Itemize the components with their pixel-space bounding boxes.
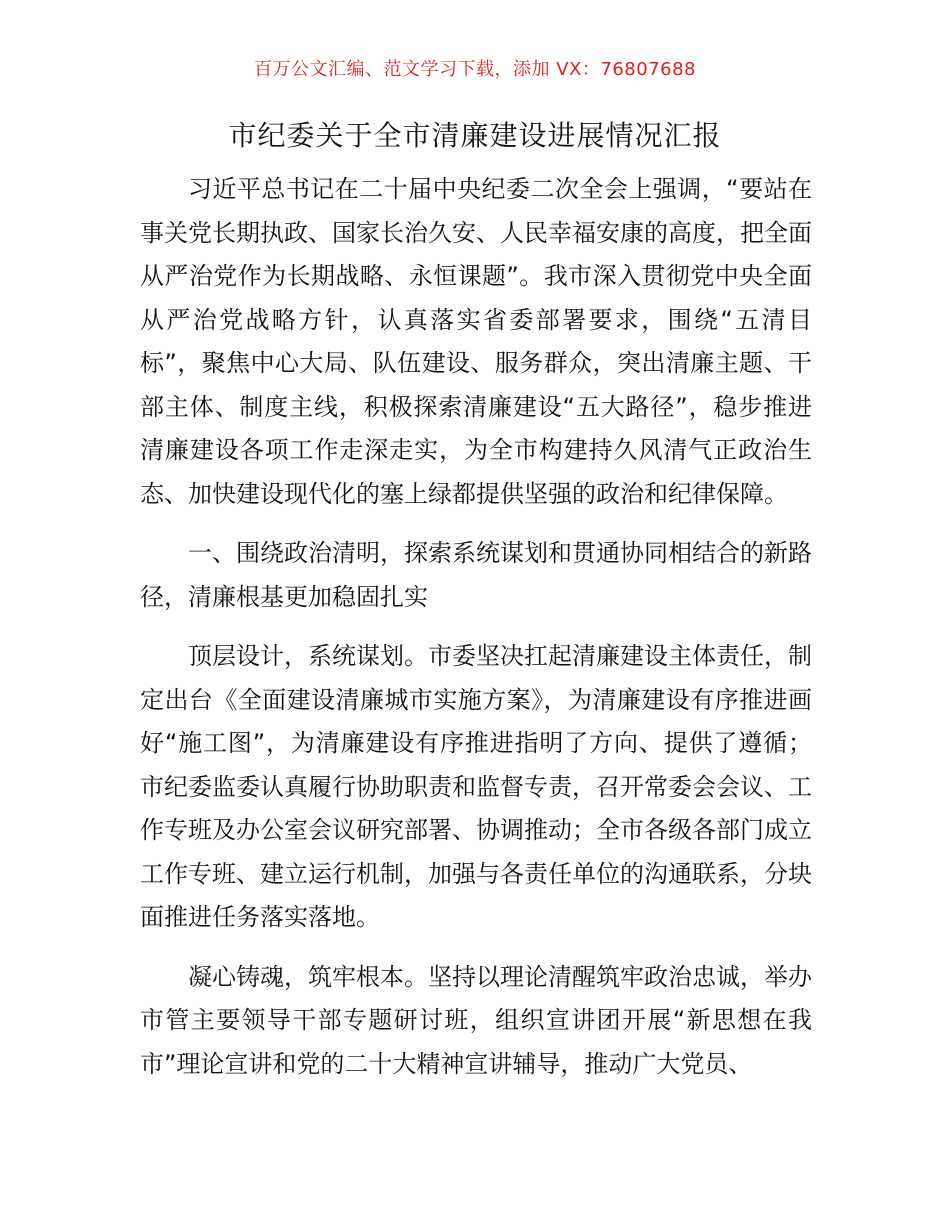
- document-title: 市纪委关于全市清廉建设进展情况汇报: [228, 119, 722, 152]
- paragraph-top-level-design: 顶层设计，系统谋划。市委坚决扛起清廉建设主体责任，制定出台《全面建设清廉城市实施方案》，为清廉建设有序推进画好“施工图”，为清廉建设有序推进指明了方向、提供了遵循；市纪委监委认真履行协助职责和监督专责，召开常委会会议、工作专班及办公室会议研究部署、协调推动；全市各级各部门成立工作专班、建立运行机制，加强与各责任单位的沟通联系，分块面推进任务落实落地。: [140, 642, 812, 931]
- document-body: [140, 168, 812, 1102]
- paragraph-soul-building: 凝心铸魂，筑牢根本。坚持以理论清醒筑牢政治忠诚，举办市管主要领导干部专题研讨班，组织宣讲团开展“新思想在我市”理论宣讲和党的二十大精神宣讲辅导，推动广大党员、: [140, 962, 812, 1078]
- section-heading-1: 一、围绕政治清明，探索系统谋划和贯通协同相结合的新路径，清廉根基更加稳固扎实: [140, 539, 812, 611]
- paragraph-intro: 习近平总书记在二十届中央纪委二次全会上强调，“要站在事关党长期执政、国家长治久安、人民幸福安康的高度，把全面从严治党作为长期战略、永恒课题”。我市深入贯彻党中央全面从严治党战略方针，认真落实省委部署要求，围绕“五清目标”，聚焦中心大局、队伍建设、服务群众，突出清廉主题、干部主体、制度主线，积极探索清廉建设“五大路径”，稳步推进清廉建设各项工作走深走实，为全市构建持久风清气正政治生态、加快建设现代化的塞上绿都提供坚强的政治和纪律保障。: [140, 175, 812, 508]
- watermark-banner: 百万公文汇编、范文学习下载，添加 VX：76807688: [254, 59, 696, 80]
